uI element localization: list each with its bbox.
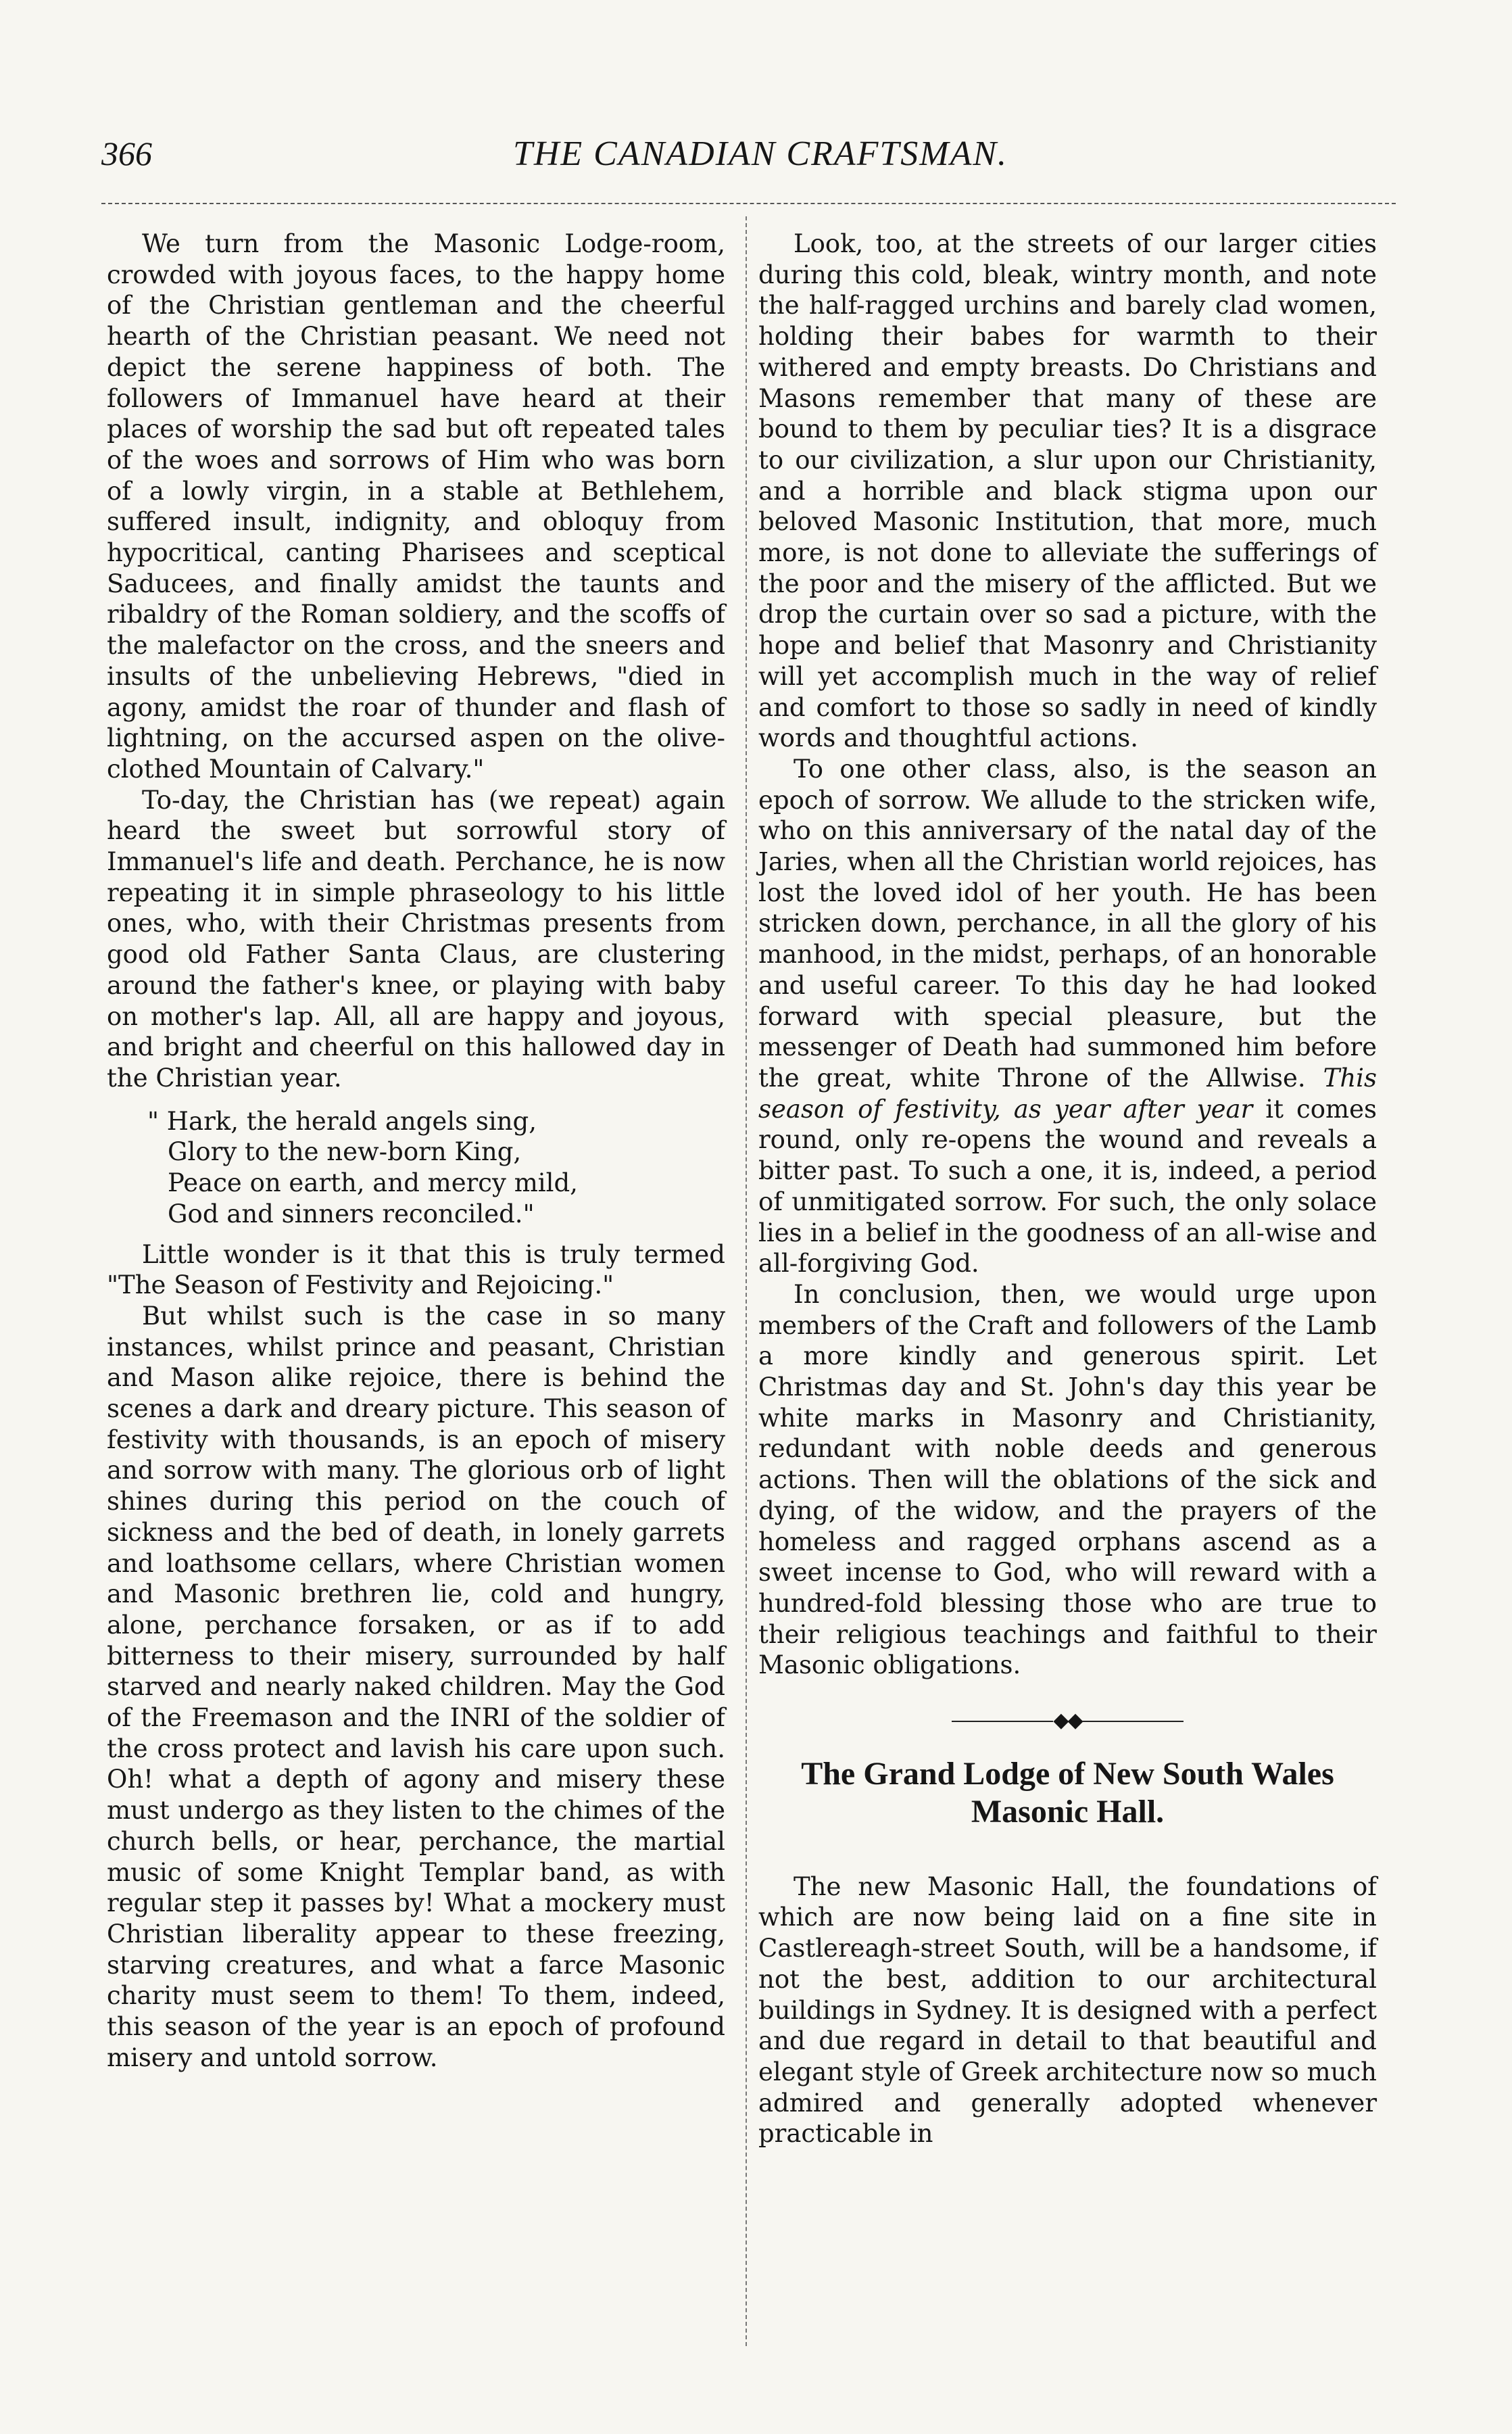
section-heading-line-2: Masonic Hall. xyxy=(971,1793,1165,1830)
section-ornament xyxy=(758,1705,1377,1736)
verse-block xyxy=(107,1106,725,1230)
header-rule xyxy=(101,203,1396,204)
right-paragraph-2-end: it comes round, only re-opens the wound and reveals a bitter past. To such a one, it is, indeed, a period of unmitigated sorrow. For such, the only solace lies in a belief in the goodness of an all-wise and all-forgiving God. xyxy=(758,1094,1377,1279)
left-paragraph-3: Little wonder is it that this is truly termed "The Season of Festivity and Rejoicing." xyxy=(107,1239,725,1300)
ornament-diamonds: ◆◆ xyxy=(1053,1709,1082,1733)
left-paragraph-1: We turn from the Masonic Lodge-room, crowded with joyous faces, to the happy home of the Christian gentleman and the cheerful hearth of the Christian peasant. We need not depict the serene happiness of both. The followers of Immanuel have heard at their places of worship the sad but oft repeated tales of the woes and sorrows of Him who was born of a lowly virgin, in a stable at Bethlehem, suffered insult, indignity, and obloquy from hypocritical, canting Pharisees and sceptical Saducees, and finally amidst the taunts and ribaldry of the Roman soldiery, and the scoffs of the malefactor on the cross, and the sneers and insults of the unbelieving Hebrews, "died in agony, amidst the roar of thunder and flash of lightning, on the accursed aspen on the olive-clothed Mountain of Calvary." xyxy=(107,229,725,784)
right-paragraph-1: Look, too, at the streets of our larger cities during this cold, bleak, wintry month, and note the half-ragged urchins and barely clad women, holding their babes for warmth to their withered and empty breasts. Do Christians and Masons remember that many of these are bound to them by peculiar ties? It is a disgrace to our civilization, a slur upon our Christianity, and a horrible and black stigma upon our beloved Masonic Institution, that more, much more, is not done to alleviate the sufferings of the poor and the misery of the afflicted. But we drop the curtain over so sad a picture, with the hope and belief that Masonry and Christianity will yet accomplish much in the way of relief and comfort to those so sadly in need of kindly words and thoughtful actions. xyxy=(758,229,1377,753)
ornament-rule-right xyxy=(1082,1721,1184,1722)
scan-margin xyxy=(1453,0,1512,2434)
running-title: THE CANADIAN CRAFTSMAN. xyxy=(512,135,1008,173)
left-paragraph-2: To-day, the Christian has (we repeat) again heard the sweet but sorrowful story of Immanuel's life and death. Perchance, he is now repeating it in simple phraseology to his little ones, who, with their Christmas presents from good old Father Santa Claus, are clustering around the father's knee, or playing with baby on mother's lap. All, all are happy and joyous, and bright and cheerful on this hallowed day in the Christian year. xyxy=(107,785,725,1093)
page-header xyxy=(101,134,1399,188)
section-heading-line-1: The Grand Lodge of New South Wales xyxy=(801,1755,1334,1792)
verse-line-1: " Hark, the herald angels sing, xyxy=(147,1106,537,1136)
right-column xyxy=(758,229,1377,2149)
left-paragraph-4: But whilst such is the case in so many instances, whilst prince and peasant, Christian and Mason alike rejoice, there is behind the scenes a dark and dreary picture. This season of festivity with thousands, is an epoch of misery and sorrow with many. The glorious orb of light shines during this period on the couch of sickness and the bed of death, in lonely garrets and loathsome cellars, where Christian women and Masonic brethren lie, cold and hungry, alone, perchance forsaken, or as if to add bitterness to their misery, surrounded by half starved and nearly naked children. May the God of the Freemason and the INRI of the soldier of the cross protect and lavish his care upon such. Oh! what a depth of agony and misery these must undergo as they listen to the chimes of the church bells, or hear, perchance, the martial music of some Knight Templar band, as with regular step it passes by! What a mockery must Christian liberality appear to these freezing, starving creatures, and what a farce Masonic charity must seem to them! To them, indeed, this season of the year is an epoch of profound misery and untold sorrow. xyxy=(107,1301,725,2072)
verse-line-3: Peace on earth, and mercy mild, xyxy=(168,1168,578,1198)
verse-line-2: Glory to the new-born King, xyxy=(168,1137,522,1167)
page-number: 366 xyxy=(101,135,152,172)
right-paragraph-2 xyxy=(758,754,1377,1279)
right-paragraph-2-italic: This season of festivity, as year after year xyxy=(758,1063,1377,1124)
verse-line-4: God and sinners reconciled." xyxy=(168,1199,535,1228)
right-paragraph-3: In conclusion, then, we would urge upon members of the Craft and followers of the Lamb a more kindly and generous spirit. Let Christmas day and St. John's day this year be white marks in Masonry and Christianity, redundant with noble deeds and generous actions. Then will the oblations of the sick and dying, of the widow, and the prayers of the homeless and ragged orphans ascend as a sweet incense to God, who will reward with a hundred-fold blessing those who are true to their religious teachings and faithful to their Masonic obligations. xyxy=(758,1279,1377,1680)
left-column xyxy=(107,229,725,2073)
section-heading xyxy=(758,1755,1377,1831)
column-divider xyxy=(746,216,747,2346)
right-paragraph-4: The new Masonic Hall, the foundations of which are now being laid on a fine site in Castlereagh-street South, will be a handsome, if not the best, addition to our architectural buildings in Sydney. It is designed with a perfect and due regard in detail to that beautiful and elegant style of Greek architecture now so much admired and generally adopted whenever practicable in xyxy=(758,1871,1377,2149)
ornament-rule-left xyxy=(952,1721,1053,1722)
right-paragraph-2-start: To one other class, also, is the season an epoch of sorrow. We allude to the stricken wife, who on this anniversary of the natal day of the Jaries, when all the Christian world rejoices, has lost the loved idol of her youth. He has been stricken down, perchance, in all the glory of his manhood, in the midst, perhaps, of an honorable and useful career. To this day he had looked forward with special pleasure, but the messenger of Death had summoned him before the great, white Throne of the Allwise. xyxy=(758,754,1377,1093)
